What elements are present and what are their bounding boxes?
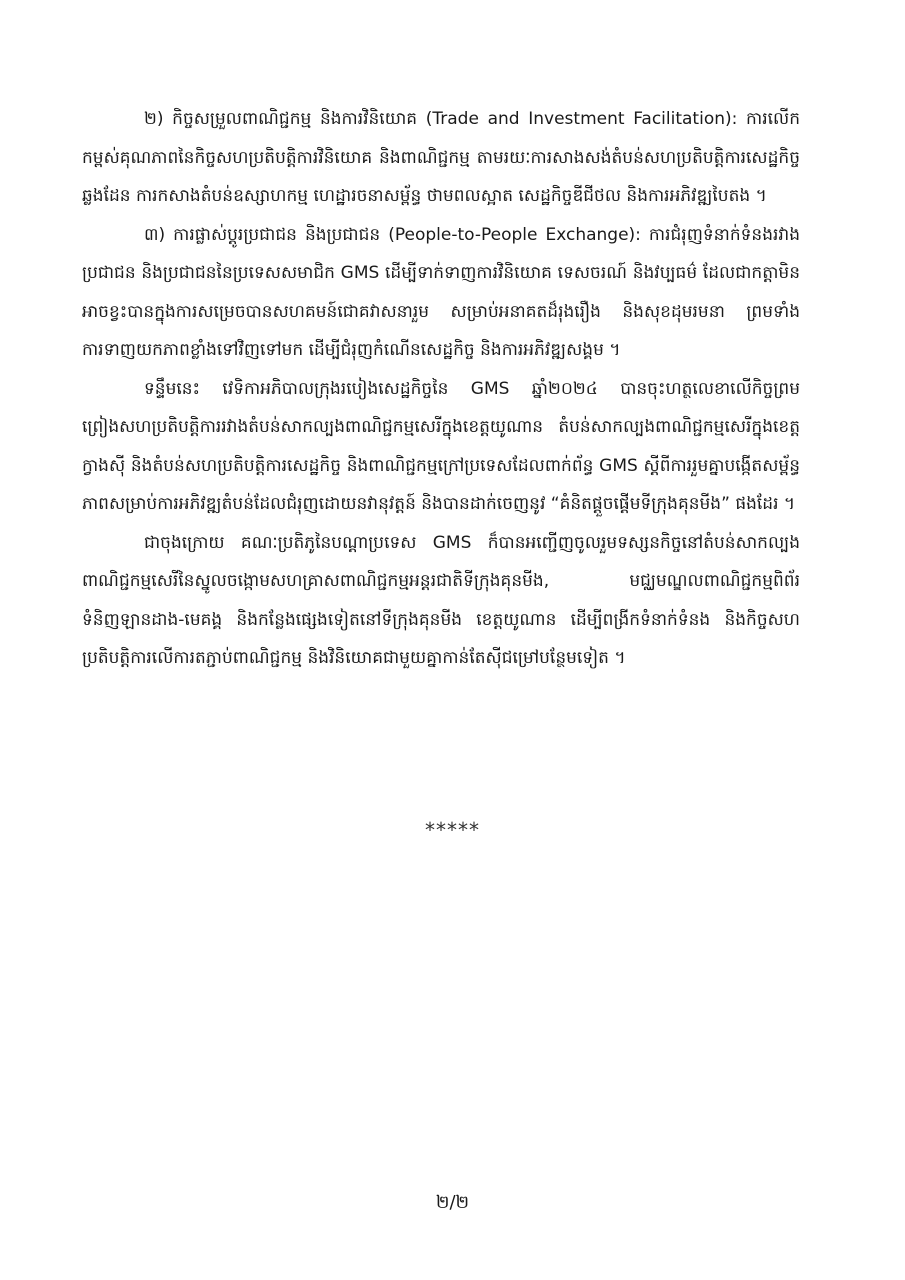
document-body bbox=[82, 100, 800, 678]
paragraph-delegation-visit: ជាចុងក្រោយ គណៈប្រតិភូនៃបណ្តាប្រទេស GMS ក៏បានអញ្ជើញចូលរួមទស្សនកិច្ចនៅតំបន់សាកល្បងពាណិជ្ជកម្មសេរីនៃស្នូលចង្កោមសហគ្រាសពាណិជ្ជកម្មអន្តរជាតិទីក្រុងគុនមីង, មជ្ឈមណ្ឌលពាណិជ្ជកម្មពិព័រទំនិញឡានដាង-មេគង្គ និងកន្លែងផ្សេងទៀតនៅទីក្រុងគុនមីង ខេត្តយូណាន ដើម្បីពង្រីកទំនាក់ទំនង និងកិច្ចសហប្រតិបត្តិការលើការតភ្ជាប់ពាណិជ្ជកម្ម និងវិនិយោគជាមួយគ្នាកាន់តែស៊ីជម្រៅបន្ថែមទៀត ។ bbox=[82, 532, 800, 668]
page-number: ២/២ bbox=[435, 1192, 470, 1213]
paragraph-people-to-people-exchange: ៣) ការផ្លាស់ប្តូរប្រជាជន និងប្រជាជន (People-to-People Exchange): ការជំរុញទំនាក់ទំនងរវាងប្រជាជន និងប្រជាជននៃប្រទេសសមាជិក GMS ដើម្បីទាក់ទាញការវិនិយោគ ទេសចរណ៍ និងវប្បធម៌ ដែលជាកត្តាមិនអាចខ្វះបានក្នុងការសម្រេចបានសហគមន៍ជោគវាសនារួម សម្រាប់អនាគតដ៏រុងរឿង និងសុខដុមរមនា ព្រមទាំងការទាញយកភាពខ្លាំងទៅវិញទៅមក ដើម្បីជំរុញកំណើនសេដ្ឋកិច្ច និងការអភិវឌ្ឍសង្គម ។ bbox=[82, 224, 800, 360]
paragraph-mayors-forum-agreement: ទន្ទឹមនេះ វេទិកាអភិបាលក្រុងរបៀងសេដ្ឋកិច្ចនៃ GMS ឆ្នាំ២០២៤ បានចុះហត្ថលេខាលើកិច្ចព្រមព្រៀងសហប្រតិបត្តិការរវាងតំបន់សាកល្បងពាណិជ្ជកម្មសេរីក្នុងខេត្តយូណាន តំបន់សាកល្បងពាណិជ្ជកម្មសេរីក្នុងខេត្តក្វាងស៊ី និងតំបន់សហប្រតិបត្តិការសេដ្ឋកិច្ច និងពាណិជ្ជកម្មក្រៅប្រទេសដែលពាក់ព័ន្ធ GMS ស្តីពីការរួមគ្នាបង្កើតសម្ព័ន្ធភាពសម្រាប់ការអភិវឌ្ឍតំបន់ដែលជំរុញដោយនវានុវត្តន៍ និងបានដាក់ចេញនូវ “គំនិតផ្តួចផ្តើមទីក្រុងគុនមីង” ផងដែរ ។ bbox=[82, 378, 800, 514]
section-separator: ***** bbox=[425, 818, 480, 842]
paragraph-trade-investment-facilitation: ២) កិច្ចសម្រួលពាណិជ្ជកម្ម និងការវិនិយោគ (Trade and Investment Facilitation): ការលើកកម្ពស់គុណភាពនៃកិច្ចសហប្រតិបត្តិការវិនិយោគ និងពាណិជ្ជកម្ម តាមរយៈការសាងសង់តំបន់សហប្រតិបត្តិការសេដ្ឋកិច្ចឆ្លងដែន ការកសាងតំបន់ឧស្សាហកម្ម ហេដ្ឋារចនាសម្ព័ន្ធ ថាមពលស្អាត សេដ្ឋកិច្ចឌីជីថល និងការអភិវឌ្ឍបៃតង ។ bbox=[82, 109, 800, 206]
